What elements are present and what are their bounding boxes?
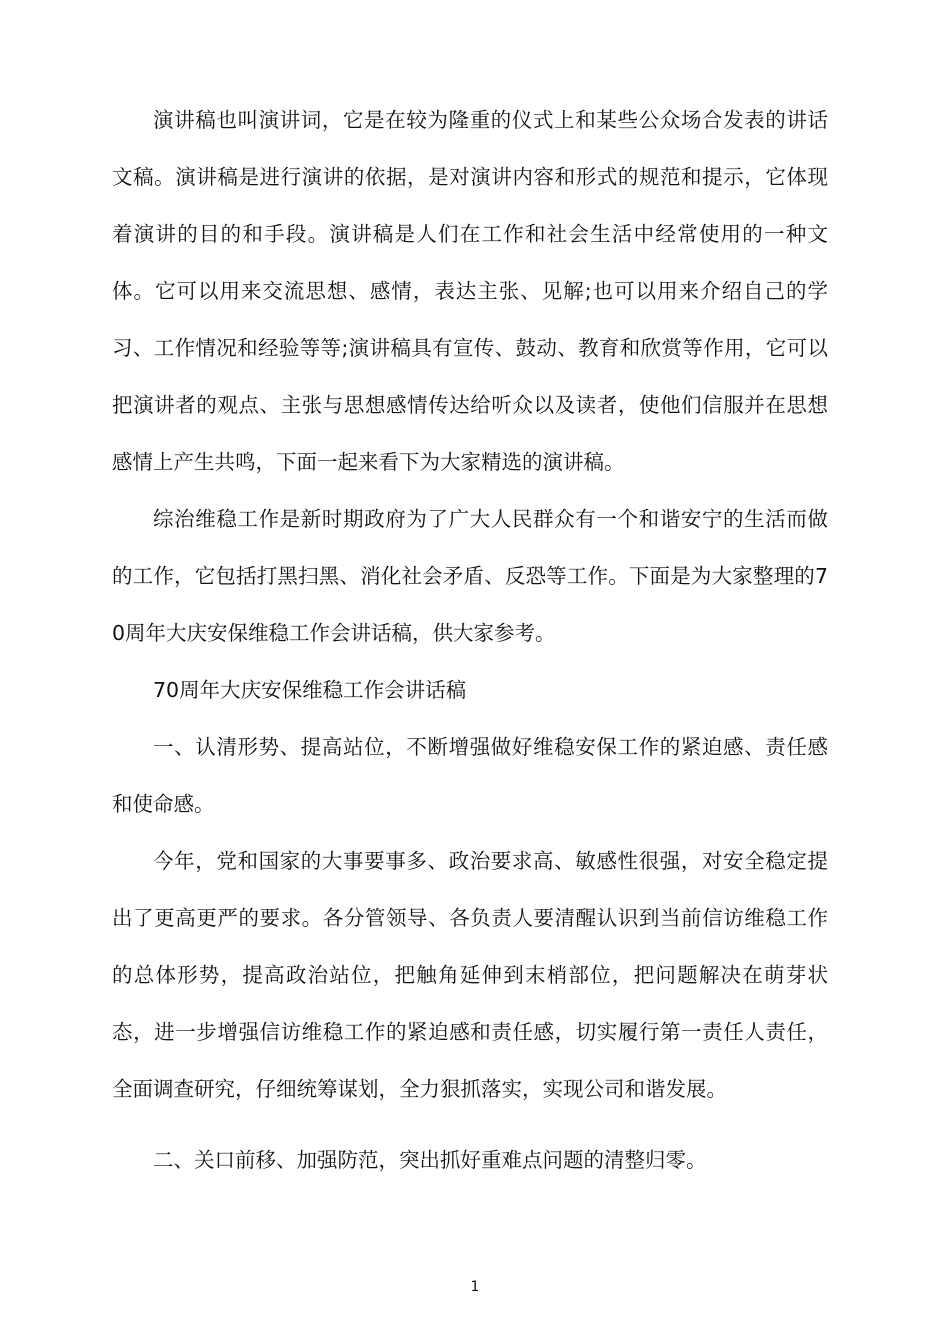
speech-title: 70周年大庆安保维稳工作会讲话稿 [153, 678, 467, 702]
document-body [112, 92, 828, 1189]
intro-paragraph: 演讲稿也叫演讲词，它是在较为隆重的仪式上和某些公众场合发表的讲话文稿。演讲稿是进行演讲的依据，是对演讲内容和形式的规范和提示，它体现着演讲的目的和手段。演讲稿是人们在工作和社会生活中经常使用的一种文体。它可以用来交流思想、感情，表达主张、见解;也可以用来介绍自己的学习、工作情况和经验等等;演讲稿具有宣传、鼓动、教育和欣赏等作用，它可以把演讲者的观点、主张与思想感情传达给听众以及读者，使他们信服并在思想感情上产生共鸣，下面一起来看下为大家精选的演讲稿。 [112, 108, 828, 474]
section-two-heading: 二、关口前移、加强防范，突出抓好重难点问题的清整归零。 [153, 1148, 707, 1172]
context-paragraph: 综治维稳工作是新时期政府为了广大人民群众有一个和谐安宁的生活而做的工作，它包括打黑扫黑、消化社会矛盾、反恐等工作。下面是为大家整理的70周年大庆安保维稳工作会讲话稿，供大家参考。 [112, 507, 828, 645]
section-one-body: 今年，党和国家的大事要事多、政治要求高、敏感性很强，对安全稳定提出了更高更严的要求。各分管领导、各负责人要清醒认识到当前信访维稳工作的总体形势，提高政治站位，把触角延伸到末梢部位，把问题解决在萌芽状态，进一步增强信访维稳工作的紧迫感和责任感，切实履行第一责任人责任，全面调查研究，仔细统筹谋划，全力狠抓落实，实现公司和谐发展。 [112, 849, 828, 1101]
section-one-heading: 一、认清形势、提高站位，不断增强做好维稳安保工作的紧迫感、责任感和使命感。 [112, 735, 828, 816]
page-number: 1 [470, 1279, 480, 1295]
